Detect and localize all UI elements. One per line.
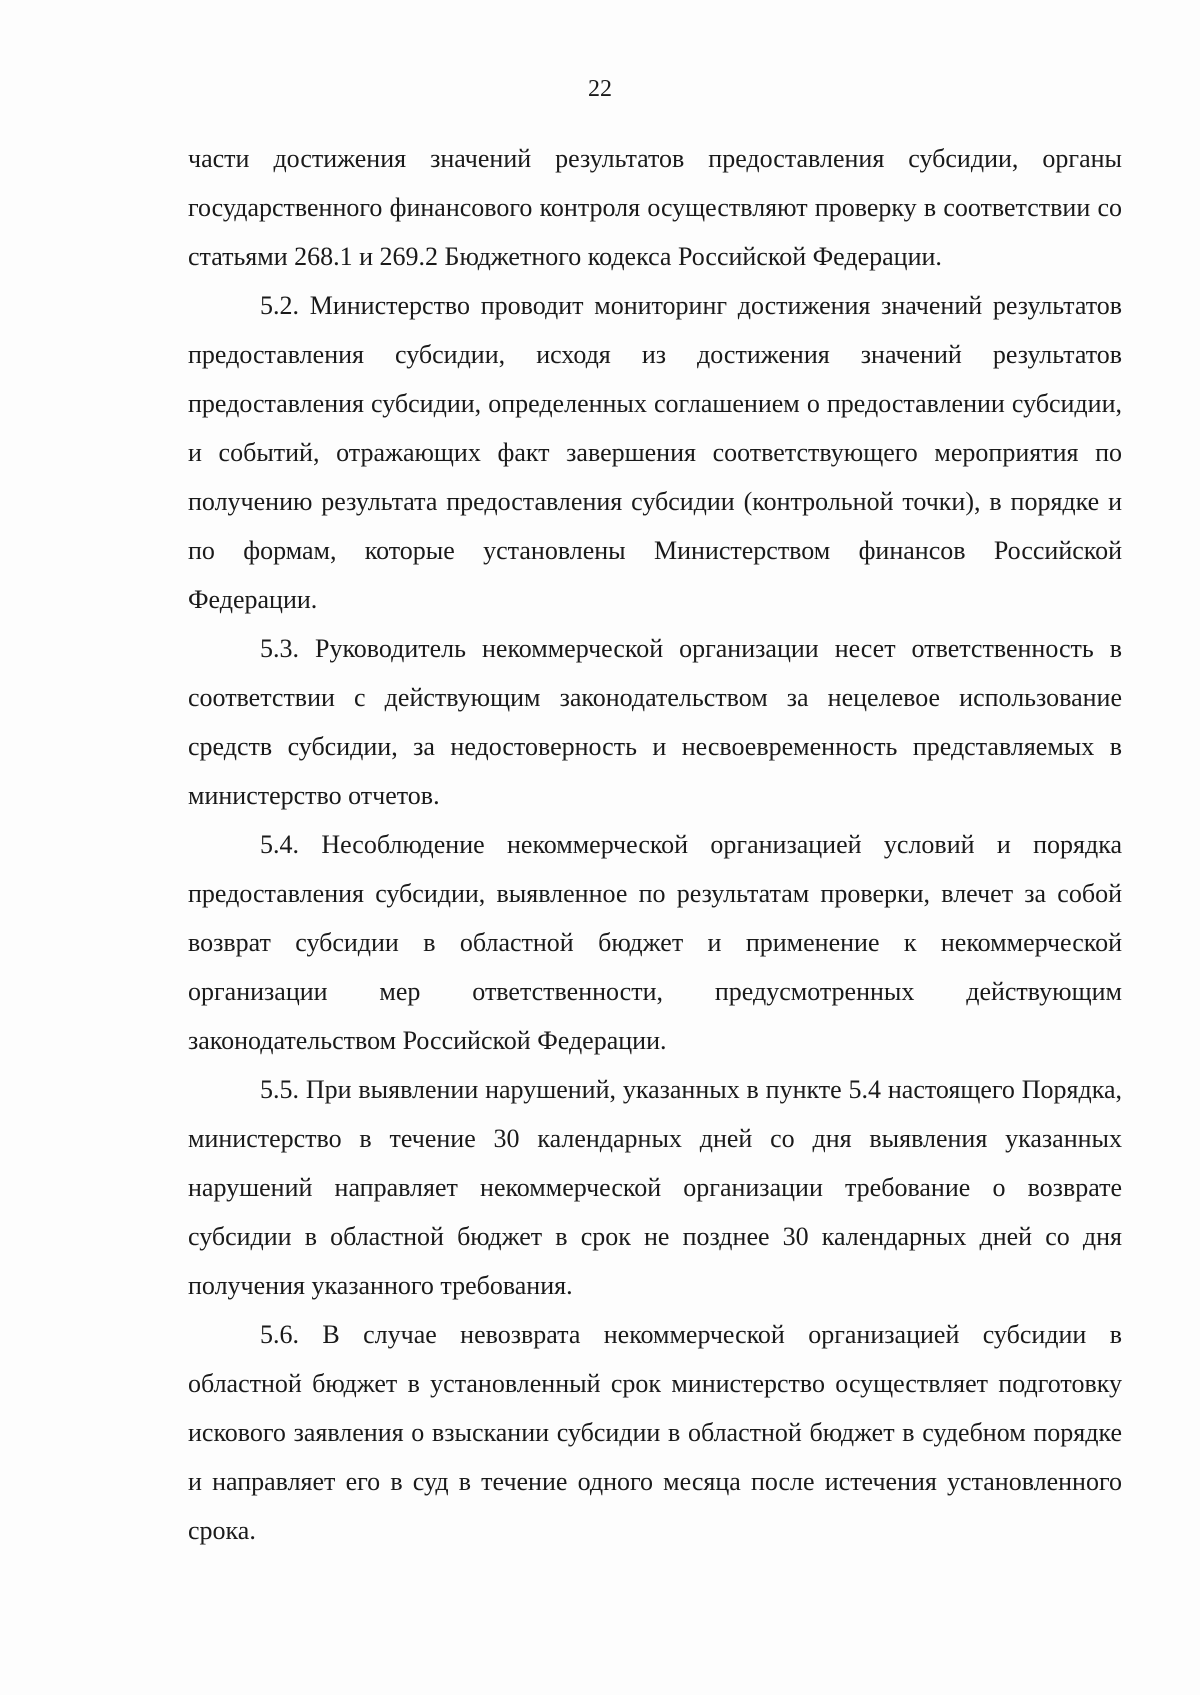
paragraph-5-6: 5.6. В случае невозврата некоммерческой организацией субсидии в областной бюджет в установленный срок министерство осуществляет подготовку искового заявления о взыскании субсидии в областной бюджет в судебном порядке и направляет его в суд в течение одного месяца после истечения установленного срока.: [188, 1320, 1122, 1545]
paragraph-5-3: 5.3. Руководитель некоммерческой организации несет ответственность в соответствии с действующим законодательством за нецелевое использование средств субсидии, за недостоверность и несвоевременность представляемых в министерство отчетов.: [188, 634, 1122, 810]
paragraph-5-2: 5.2. Министерство проводит мониторинг достижения значений результатов предоставления субсидии, исходя из достижения значений результатов предоставления субсидии, определенных соглашением о предоставлении субсидии, и событий, отражающих факт завершения соответствующего мероприятия по получению результата предоставления субсидии (контрольной точки), в порядке и по формам, которые установлены Министерством финансов Российской Федерации.: [188, 291, 1122, 614]
page-number: 22: [588, 76, 612, 102]
document-body: [188, 134, 1122, 1555]
paragraph-continuation: части достижения значений результатов предоставления субсидии, органы государственного финансового контроля осуществляют проверку в соответствии со статьями 268.1 и 269.2 Бюджетного кодекса Российской Федерации.: [188, 144, 1122, 271]
paragraph-5-4: 5.4. Несоблюдение некоммерческой организацией условий и порядка предоставления субсидии, выявленное по результатам проверки, влечет за собой возврат субсидии в областной бюджет и применение к некоммерческой организации мер ответственности, предусмотренных действующим законодательством Российской Федерации.: [188, 830, 1122, 1055]
paragraph-5-5: 5.5. При выявлении нарушений, указанных в пункте 5.4 настоящего Порядка, министерство в течение 30 календарных дней со дня выявления указанных нарушений направляет некоммерческой организации требование о возврате субсидии в областной бюджет в срок не позднее 30 календарных дней со дня получения указанного требования.: [188, 1075, 1122, 1300]
